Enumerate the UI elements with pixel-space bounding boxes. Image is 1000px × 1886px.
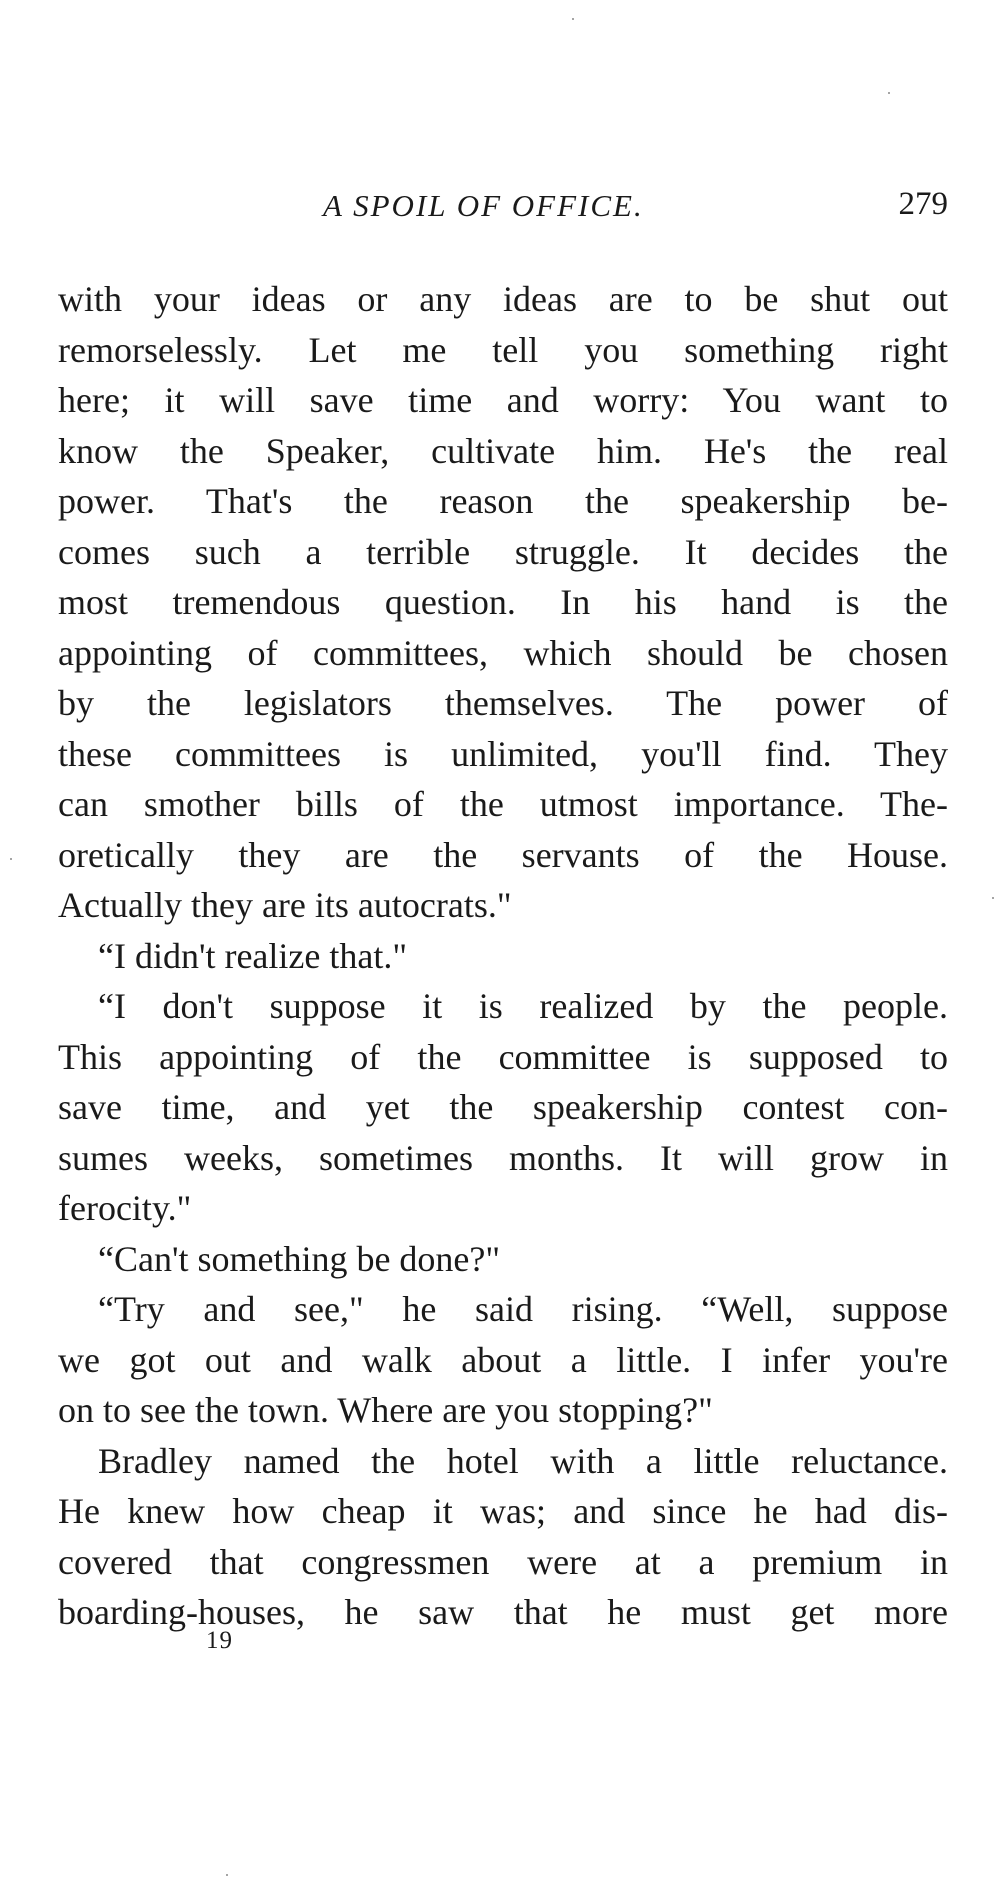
text-line: save time, and yet the speakership contest con- bbox=[58, 1087, 948, 1127]
text-line: comes such a terrible struggle. It decides the bbox=[58, 531, 948, 572]
text-line: remorselessly. Let me tell you something right bbox=[58, 329, 948, 370]
paper-speck bbox=[572, 18, 574, 20]
body-text bbox=[58, 274, 948, 1638]
text-line: covered that congressmen were at a premium in bbox=[58, 1541, 948, 1582]
text-line: most tremendous question. In his hand is the bbox=[58, 582, 948, 622]
signature-mark: 19 bbox=[206, 1627, 233, 1654]
text-line: these committees is unlimited, you'll find. They bbox=[58, 733, 948, 774]
text-line: Bradley named the hotel with a little reluctance. bbox=[98, 1440, 948, 1481]
page-number: 279 bbox=[898, 186, 948, 222]
text-line: oretically they are the servants of the House. bbox=[58, 834, 948, 875]
paper-speck bbox=[992, 897, 994, 899]
text-line: Actually they are its autocrats." bbox=[58, 885, 512, 925]
text-line: on to see the town. Where are you stopping?" bbox=[58, 1390, 713, 1430]
text-line: “Can't something be done?" bbox=[98, 1238, 501, 1279]
paper-speck bbox=[226, 1874, 228, 1876]
text-line: with your ideas or any ideas are to be shut out bbox=[58, 279, 948, 319]
text-line: “I don't suppose it is realized by the people. bbox=[98, 986, 948, 1026]
running-title: A SPOIL OF OFFICE. bbox=[323, 188, 644, 223]
text-line: we got out and walk about a little. I infer you're bbox=[58, 1339, 948, 1380]
text-line: by the legislators themselves. The power of bbox=[58, 683, 948, 723]
text-line: boarding-houses, he saw that he must get more bbox=[58, 1592, 948, 1632]
text-line: appointing of committees, which should be chosen bbox=[58, 632, 948, 673]
text-line: This appointing of the committee is supposed to bbox=[58, 1036, 948, 1077]
running-head bbox=[58, 184, 948, 234]
paper-speck bbox=[888, 92, 890, 94]
text-line: “Try and see," he said rising. “Well, suppose bbox=[98, 1289, 948, 1329]
text-line: power. That's the reason the speakership be- bbox=[58, 481, 948, 521]
paper-speck bbox=[10, 858, 12, 860]
text-line: know the Speaker, cultivate him. He's the real bbox=[58, 430, 948, 471]
text-line: can smother bills of the utmost importance. The- bbox=[58, 784, 948, 824]
text-line: here; it will save time and worry: You want to bbox=[58, 380, 948, 420]
text-line: “I didn't realize that." bbox=[98, 935, 408, 976]
text-line: sumes weeks, sometimes months. It will grow in bbox=[58, 1137, 948, 1178]
text-line: ferocity." bbox=[58, 1188, 192, 1228]
text-line: He knew how cheap it was; and since he had dis- bbox=[58, 1491, 948, 1531]
